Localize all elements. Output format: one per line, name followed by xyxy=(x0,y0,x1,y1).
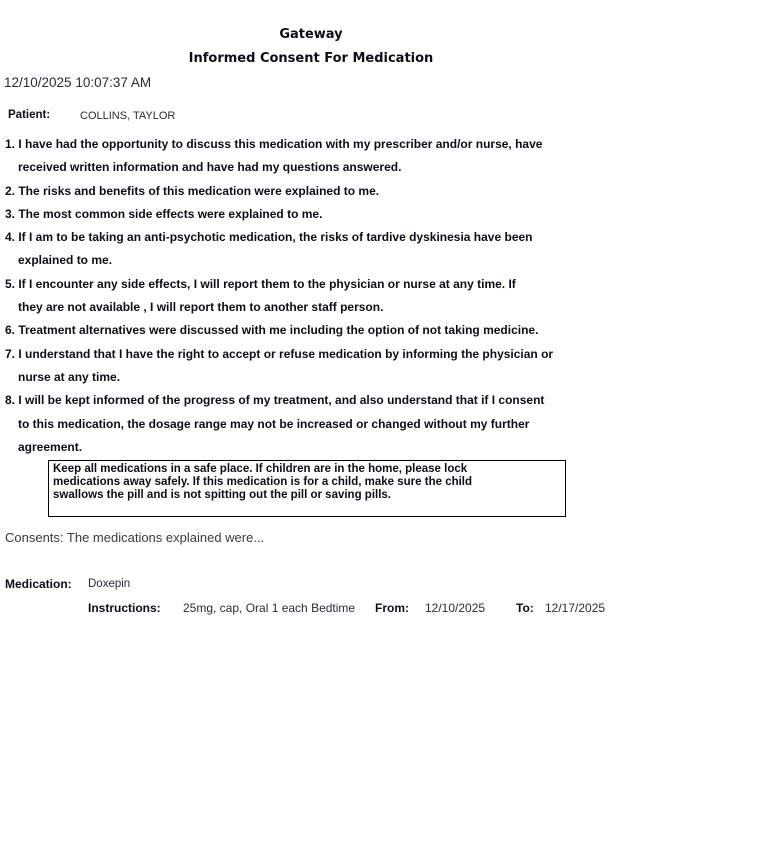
medication-safety-notice-box xyxy=(48,460,566,517)
instructions-value: 25mg, cap, Oral 1 each Bedtime xyxy=(183,601,356,615)
instructions-label: Instructions: xyxy=(88,601,161,615)
organization-name: Gateway xyxy=(279,27,343,42)
consent-statement-5-line-2: they are not available , I will report them to another staff person. xyxy=(18,300,384,315)
consent-statement-6: 6. Treatment alternatives were discussed with me including the option of not taking medicine. xyxy=(5,323,539,338)
consent-statement-7-line-1: 7. I understand that I have the right to accept or refuse medication by informing the physician or xyxy=(5,346,554,361)
patient-row xyxy=(8,109,176,122)
medication-name: Doxepin xyxy=(88,578,131,590)
patient-label: Patient: xyxy=(8,109,51,121)
safety-notice-line-2: medications away safely. If this medication is for a child, make sure the child xyxy=(53,476,473,488)
consent-statements xyxy=(5,133,645,459)
consent-statement-8-line-1: 8. I will be kept informed of the progress of my treatment, and also understand that if I consent xyxy=(5,393,545,408)
safety-notice-line-1: Keep all medications in a safe place. If children are in the home, please lock xyxy=(53,463,468,475)
consents-summary: Consents: The medications explained were... xyxy=(5,530,265,545)
consent-statement-8-line-2: to this medication, the dosage range may not be increased or changed without my further xyxy=(18,416,530,431)
from-label: From: xyxy=(375,601,409,615)
consent-statement-3: 3. The most common side effects were explained to me. xyxy=(5,206,323,221)
instructions-row xyxy=(0,601,768,617)
medication-row xyxy=(0,577,768,593)
safety-notice-line-3: swallows the pill and is not spitting out the pill or saving pills. xyxy=(53,489,391,501)
to-label: To: xyxy=(516,601,534,615)
consent-statement-1-line-2: received written information and have had my questions answered. xyxy=(18,160,402,175)
consent-statement-5-line-1: 5. If I encounter any side effects, I will report them to the physician or nurse at any time. If xyxy=(5,276,516,291)
consent-statement-1-line-1: 1. I have had the opportunity to discuss this medication with my prescriber and/or nurse, have xyxy=(5,137,543,151)
document-title: Informed Consent For Medication xyxy=(188,51,434,66)
medication-label: Medication: xyxy=(5,577,72,591)
consent-statement-4-line-2: explained to me. xyxy=(18,253,113,268)
patient-name: COLLINS, TAYLOR xyxy=(80,110,176,122)
consent-statement-8-line-3: agreement. xyxy=(18,439,83,454)
consent-statement-2: 2. The risks and benefits of this medication were explained to me. xyxy=(5,183,380,198)
from-date: 12/10/2025 xyxy=(425,601,486,615)
consent-statement-4-line-1: 4. If I am to be taking an anti-psychotic medication, the risks of tardive dyskinesia have been xyxy=(5,230,533,245)
consent-statement-7-line-2: nurse at any time. xyxy=(18,369,121,384)
report-timestamp: 12/10/2025 10:07:37 AM xyxy=(4,75,152,90)
to-date: 12/17/2025 xyxy=(545,601,606,615)
